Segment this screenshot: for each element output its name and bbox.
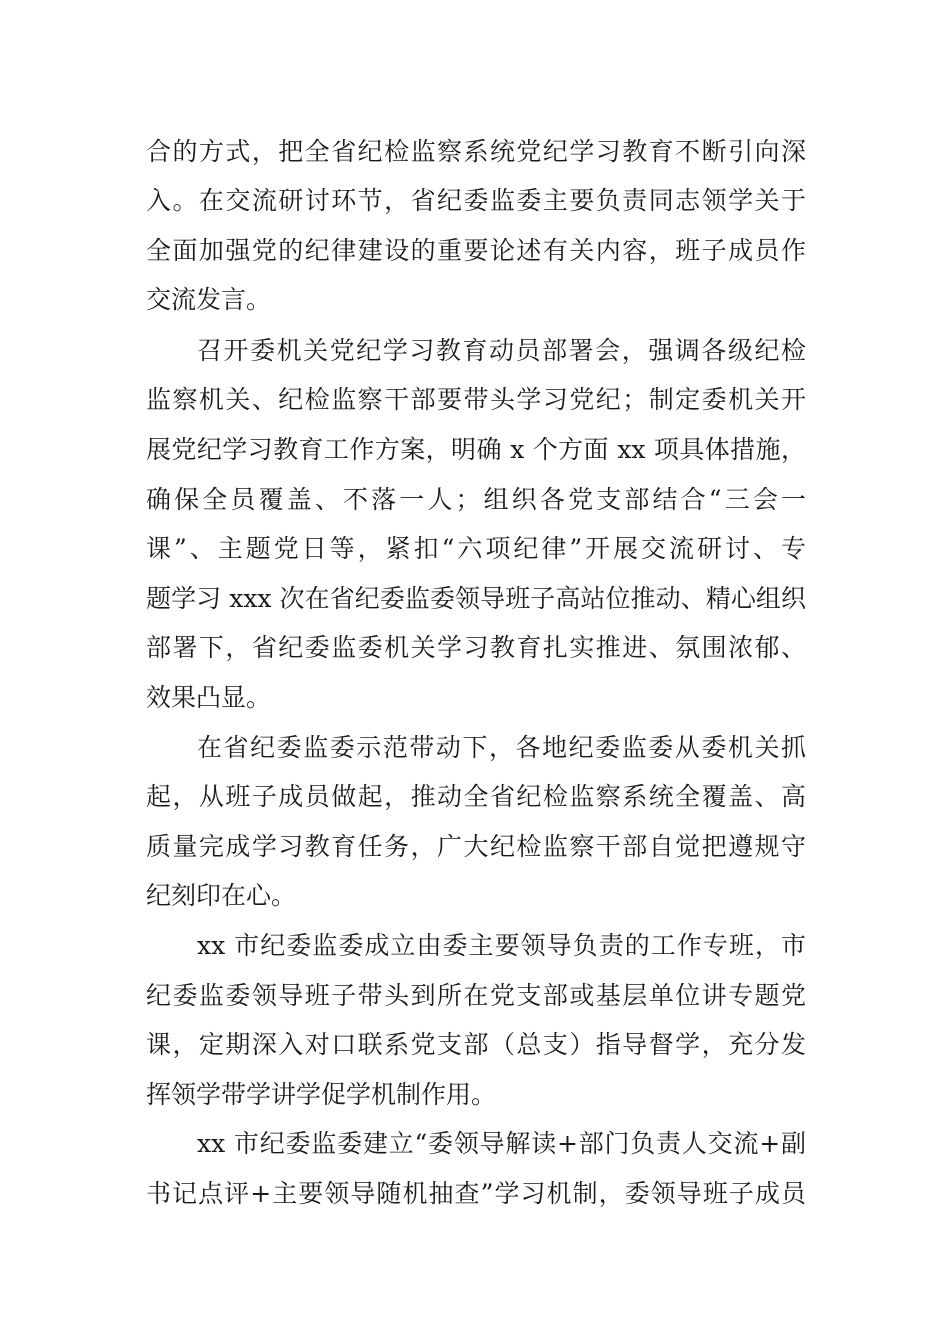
text-line: 全面加强党的纪律建设的重要论述有关内容，班子成员作 bbox=[146, 236, 806, 265]
text-line: 纪委监委领导班子带头到所在党支部或基层单位讲专题党 bbox=[146, 981, 806, 1010]
text-line: 展党纪学习教育工作方案，明确 x 个方面 xx 项具体措施， bbox=[146, 435, 806, 464]
text-line: 合的方式，把全省纪检监察系统党纪学习教育不断引向深 bbox=[146, 137, 806, 166]
text-line: 纪刻印在心。 bbox=[146, 881, 297, 910]
text-line: 书记点评+主要领导随机抽查”学习机制，委领导班子成员 bbox=[146, 1179, 806, 1208]
text-line: 课”、主题党日等，紧扣“六项纪律”开展交流研讨、专 bbox=[146, 534, 806, 563]
paragraph-first-line: xx 市纪委监委成立由委主要领导负责的工作专班，市 bbox=[197, 931, 806, 960]
text-line: 课，定期深入对口联系党支部（总支）指导督学，充分发 bbox=[146, 1030, 806, 1059]
text-line: 题学习 xxx 次在省纪委监委领导班子高站位推动、精心组织 bbox=[146, 584, 806, 613]
text-line: 入。在交流研讨环节，省纪委监委主要负责同志领学关于 bbox=[146, 186, 806, 215]
text-line: 起，从班子成员做起，推动全省纪检监察系统全覆盖、高 bbox=[146, 782, 806, 811]
text-line: 部署下，省纪委监委机关学习教育扎实推进、氛围浓郁、 bbox=[146, 633, 806, 662]
text-line: 效果凸显。 bbox=[146, 683, 272, 712]
paragraph-first-line: xx 市纪委监委建立“委领导解读+部门负责人交流+副 bbox=[197, 1129, 806, 1158]
text-line: 挥领学带学讲学促学机制作用。 bbox=[146, 1080, 497, 1109]
paragraph-first-line: 召开委机关党纪学习教育动员部署会，强调各级纪检 bbox=[197, 336, 806, 365]
text-line: 确保全员覆盖、不落一人；组织各党支部结合“三会一 bbox=[146, 485, 806, 514]
paragraph-first-line: 在省纪委监委示范带动下，各地纪委监委从委机关抓 bbox=[197, 733, 806, 762]
text-line: 交流发言。 bbox=[146, 285, 272, 314]
text-line: 质量完成学习教育任务，广大纪检监察干部自觉把遵规守 bbox=[146, 832, 806, 861]
text-line: 监察机关、纪检监察干部要带头学习党纪；制定委机关开 bbox=[146, 385, 806, 414]
